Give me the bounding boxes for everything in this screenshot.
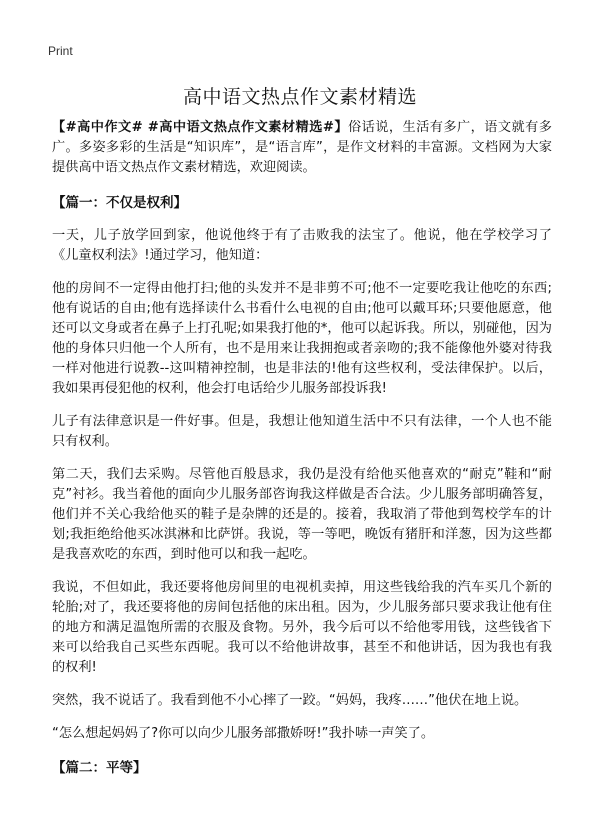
paragraph: 一天，儿子放学回到家，他说他终于有了击败我的法宝了。他说，他在学校学习了《儿童权利法》!通过学习，他知道：	[52, 228, 552, 263]
intro-tags: 【#高中作文# #高中语文热点作文素材精选#】	[52, 120, 348, 135]
paragraph: 儿子有法律意识是一件好事。但是，我想让他知道生活中不只有法律，一个人也不能只有权利。	[52, 414, 552, 449]
paragraph: 我说，不但如此，我还要将他房间里的电视机卖掉，用这些钱给我的汽车买几个新的轮胎;对了，我还要将他的房间包括他的床出租。因为，少儿服务部只要求我让他有住的地方和满足温饱所需的衣服及食物。另外，我今后可以不给他零用钱，这些钱省下来可以给我自己买些东西呢。我可以不给他讲故事，甚至不和他讲话，因为我也有我的权利!	[52, 580, 552, 675]
print-link[interactable]: Print	[48, 44, 73, 58]
intro-text: 俗话说，生活有多广，语文就有多广。多姿多彩的生活是“知识库”，是“语言库”，是作文材料的丰富源。文档网为大家提供高中语文热点作文素材精选，欢迎阅读。	[52, 120, 552, 175]
document-body	[52, 118, 552, 791]
paragraph: 第二天，我们去采购。尽管他百般恳求，我仍是没有给他买他喜欢的“耐克”鞋和“耐克”衬衫。我当着他的面向少儿服务部咨询我这样做是否合法。少儿服务部明确答复，他们并不关心我给他买的鞋子是杂牌的还是的。接着，我取消了带他到驾校学车的计划;我拒绝给他买冰淇淋和比萨饼。我说，等一等吧，晚饭有猪肝和洋葱，因为这些都是我喜欢吃的东西，到时他可以和我一起吃。	[52, 467, 552, 562]
intro-paragraph	[52, 118, 552, 178]
paragraph: 他的房间不一定得由他打扫;他的头发并不是非剪不可;他不一定要吃我让他吃的东西;他有说话的自由;他有选择读什么书看什么电视的自由;他可以戴耳环;只要他愿意，他还可以文身或者在鼻子上打孔呢;如果我打他的*，他可以起诉我。所以，别碰他，因为他的身体只归他一个人所有，也不是用来让我拥抱或者亲吻的;我不能像他外婆对待我一样对他进行说教--这叫精神控制，也是非法的!他有这些权利，受法律保护。以后，我如果再侵犯他的权利，他会打电话给少儿服务部投诉我!	[52, 281, 552, 396]
document-title: 高中语文热点作文素材精选	[182, 86, 417, 108]
paragraph: “怎么想起妈妈了?你可以向少儿服务部撒娇呀!”我扑哧一声笑了。	[52, 726, 435, 741]
section-heading-2: 【篇二：平等】	[52, 760, 147, 776]
paragraph: 突然，我不说话了。我看到他不小心摔了一跤。“妈妈，我疼……”他伏在地上说。	[52, 693, 528, 708]
section-heading-1: 【篇一：不仅是权利】	[52, 195, 187, 211]
